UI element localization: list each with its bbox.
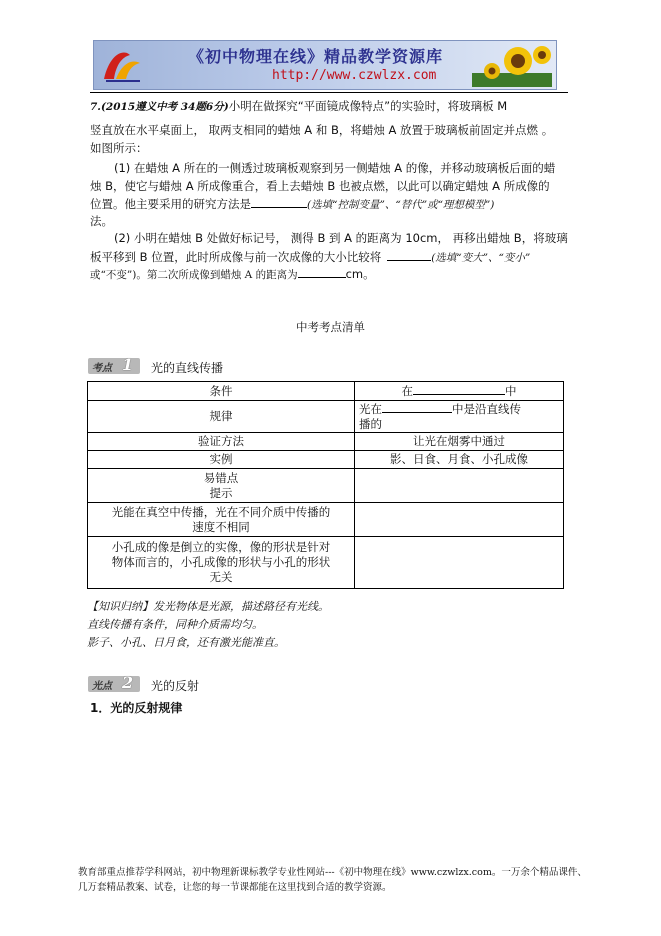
table-row-vacuum xyxy=(88,503,564,537)
part2-line3-text: 或“不变”)。第二次所成像到蜡烛 A 的距离为 xyxy=(90,269,298,281)
table-row-condition xyxy=(88,382,564,401)
knowledge-note-2: 直线传播有条件，同种介质需均匀。 xyxy=(87,618,263,631)
law-prefix: 光在 xyxy=(359,402,382,416)
cell-law-label: 规律 xyxy=(88,401,355,433)
size-answer-blank[interactable] xyxy=(387,249,431,261)
cell-pinhole-text xyxy=(88,537,355,589)
kaodian1-badge-label: 考点 xyxy=(92,363,112,374)
part2-line2 xyxy=(90,249,530,266)
cell-verification-label: 验证方法 xyxy=(88,433,355,451)
cell-vacuum-value xyxy=(355,503,564,537)
part1-line2: 烛 B，使它与蜡烛 A 所成像重合，看上去蜡烛 B 也被点燃，以此可以确定蜡烛 A 所成像的 xyxy=(90,179,550,193)
part1-line3 xyxy=(90,196,494,213)
law-suffix: 中是沿直线传 xyxy=(452,402,521,416)
table-row-law xyxy=(88,401,564,433)
kaodian1-title: 光的直线传播 xyxy=(151,361,224,375)
pitfalls-label-line1: 易错点 xyxy=(203,470,239,485)
header-banner xyxy=(93,40,557,90)
banner-url-link[interactable]: http://www.czwlzx.com xyxy=(272,68,437,83)
cell-law-answer xyxy=(355,401,564,433)
condition-suffix: 中 xyxy=(505,384,517,398)
distance-unit: cm。 xyxy=(345,267,375,281)
part2-line3 xyxy=(90,266,375,283)
distance-answer-blank[interactable] xyxy=(298,266,346,278)
part2-line2-text: 板平移到 B 位置，此时所成像与前一次成像的大小比较将 xyxy=(90,250,382,264)
knowledge-note-3: 影子、小孔、日月食，还有激光能准直。 xyxy=(87,636,285,649)
kaodian1-badge-number: 1 xyxy=(122,355,134,374)
banner-title: 《初中物理在线》精品教学资源库 xyxy=(188,47,444,66)
kaodian2-badge xyxy=(88,673,140,692)
site-logo-icon xyxy=(100,45,144,85)
condition-prefix: 在 xyxy=(401,384,413,398)
part2-line1: (2) 小明在蜡烛 B 处做好标记号， 测得 B 到 A 的距离为 10cm， 再移出蜡烛 B，将玻璃 xyxy=(114,231,568,245)
sunflower-icon xyxy=(472,43,552,87)
pitfalls-label-line2: 提示 xyxy=(209,485,233,500)
part2-options-hint: (选填“变大”、“变小” xyxy=(431,252,531,264)
section-title: 中考考点清单 xyxy=(296,320,365,334)
table-row-pitfalls xyxy=(88,469,564,503)
question-lead: 7.(2015遵义中考 34题6分) xyxy=(90,101,229,113)
cell-examples-label: 实例 xyxy=(88,451,355,469)
kaodian2-badge-label: 光点 xyxy=(92,681,112,692)
part1-line3-text: 位置。他主要采用的研究方法是 xyxy=(90,197,251,211)
kaodian2-title: 光的反射 xyxy=(151,679,200,693)
kaodian2-badge-number: 2 xyxy=(122,673,134,692)
part1-options-hint: (选填“控制变量”、“替代”或“理想模型”) xyxy=(307,199,495,211)
question-line1: 小明在做探究“平面镜成像特点”的实验时，将玻璃板 M xyxy=(228,99,508,113)
cell-examples-value: 影、日食、月食、小孔成像 xyxy=(355,451,564,469)
rectilinear-propagation-table xyxy=(87,381,564,589)
part1-line1: (1) 在蜡烛 A 所在的一侧透过玻璃板观察到另一侧蜡烛 A 的像，并移动玻璃板后面的蜡 xyxy=(114,161,556,175)
knowledge-note-1: 【知识归纳】发光物体是光源，描述路径有光线。 xyxy=(87,600,329,613)
table-row-verification xyxy=(88,433,564,451)
table-row-pinhole xyxy=(88,537,564,589)
pinhole-line3: 无关 xyxy=(209,570,233,584)
table-row-examples xyxy=(88,451,564,469)
cell-condition-answer xyxy=(355,382,564,401)
cell-pinhole-value xyxy=(355,537,564,589)
question-line2: 竖直放在水平桌面上， 取两支相同的蜡烛 A 和 B，将蜡烛 A 放置于玻璃板前固定并点燃 。 xyxy=(90,123,554,137)
cell-condition-label: 条件 xyxy=(88,382,355,401)
method-answer-blank[interactable] xyxy=(251,196,307,208)
question-line3: 如图所示： xyxy=(90,141,148,155)
condition-answer-blank[interactable] xyxy=(413,383,505,395)
law-answer-blank[interactable] xyxy=(382,401,452,413)
pinhole-line1: 小孔成的像是倒立的实像，像的形状是针对 xyxy=(111,540,331,554)
vacuum-line2: 速度不相同 xyxy=(192,519,250,534)
question-first-line xyxy=(90,98,507,115)
footer-line1: 教育部重点推荐学科网站，初中物理新课标教学专业性网站---《初中物理在线》www.czwlzx.com。一万余个精品课件、 xyxy=(78,867,587,878)
law-suffix-line2: 播的 xyxy=(359,417,382,431)
cell-pitfalls-label xyxy=(88,469,355,503)
header-rule xyxy=(90,92,568,93)
subsection-reflection-law: 1．光的反射规律 xyxy=(90,701,183,715)
kaodian1-badge xyxy=(88,355,140,374)
vacuum-line1: 光能在真空中传播，光在不同介质中传播的 xyxy=(111,504,331,519)
footer-line2: 几万套精品教案、试卷，让您的每一节课都能在这里找到合适的教学资源。 xyxy=(78,882,392,893)
cell-pitfalls-value xyxy=(355,469,564,503)
cell-vacuum-text xyxy=(88,503,355,537)
pinhole-line2: 物体而言的，小孔成像的形状与小孔的形状 xyxy=(111,555,331,569)
cell-verification-value: 让光在烟雾中通过 xyxy=(355,433,564,451)
part1-line4: 法。 xyxy=(90,214,113,228)
